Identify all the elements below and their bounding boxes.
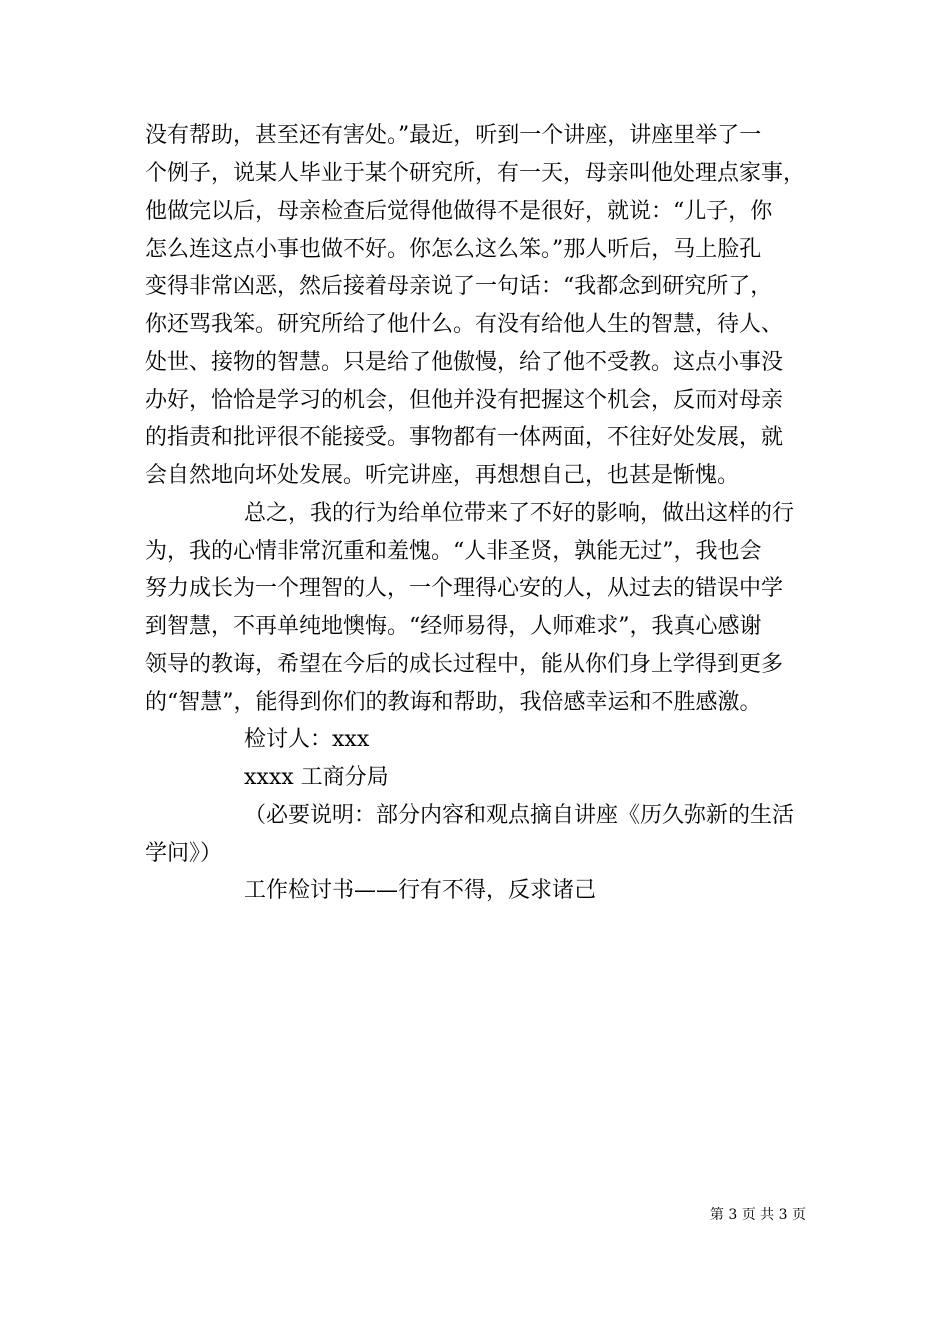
body-line-2: 个例子，说某人毕业于某个研究所，有一天，母亲叫他处理点家事， (145, 161, 806, 186)
document-title-line: 工作检讨书——行有不得，反求诸己 (244, 878, 597, 903)
note-line-1: （必要说明：部分内容和观点摘自讲座《历久弥新的生活 (244, 803, 795, 828)
body-line-9: 的指责和批评很不能接受。事物都有一体两面，不往好处发展，就 (145, 425, 784, 450)
body-line-8: 办好，恰恰是学习的机会，但他并没有把握这个机会，反而对母亲 (145, 388, 784, 413)
body-line-4: 怎么连这点小事也做不好。你怎么这么笨。”那人听后，马上脸孔 (145, 237, 762, 262)
body-line-14: 到智慧，不再单纯地懊悔。“经师易得，人师难求”，我真心感谢 (145, 614, 762, 639)
body-line-5: 变得非常凶恶，然后接着母亲说了一句话：“我都念到研究所了， (145, 274, 773, 299)
body-line-15: 领导的教诲，希望在今后的成长过程中，能从你们身上学得到更多 (145, 652, 784, 677)
paragraph-start-line: 总之，我的行为给单位带来了不好的影响，做出这样的行 (244, 501, 795, 526)
body-line-6: 你还骂我笨。研究所给了他什么。有没有给他人生的智慧，待人、 (145, 312, 784, 337)
note-line-2: 学问》） (145, 841, 223, 866)
body-line-16: 的“智慧”，能得到你们的教诲和帮助，我倍感幸运和不胜感激。 (145, 690, 762, 715)
body-line-12: 为，我的心情非常沉重和羞愧。“人非圣贤，孰能无过”，我也会 (145, 539, 762, 564)
body-line-3: 他做完以后，母亲检查后觉得他做得不是很好，就说：“儿子，你 (145, 199, 773, 224)
body-line-13: 努力成长为一个理智的人，一个理得心安的人，从过去的错误中学 (145, 576, 784, 601)
signature-name: 检讨人：xxx (244, 727, 370, 752)
body-line-7: 处世、接物的智慧。只是给了他傲慢，给了他不受教。这点小事没 (145, 350, 784, 375)
body-line-10: 会自然地向坏处发展。听完讲座，再想想自己，也甚是惭愧。 (145, 463, 740, 488)
page-number: 第 3 页 共 3 页 (709, 1207, 806, 1223)
body-line-1: 没有帮助，甚至还有害处。”最近，听到一个讲座，讲座里举了一 (145, 123, 762, 148)
signature-organization: xxxx 工商分局 (244, 765, 389, 790)
